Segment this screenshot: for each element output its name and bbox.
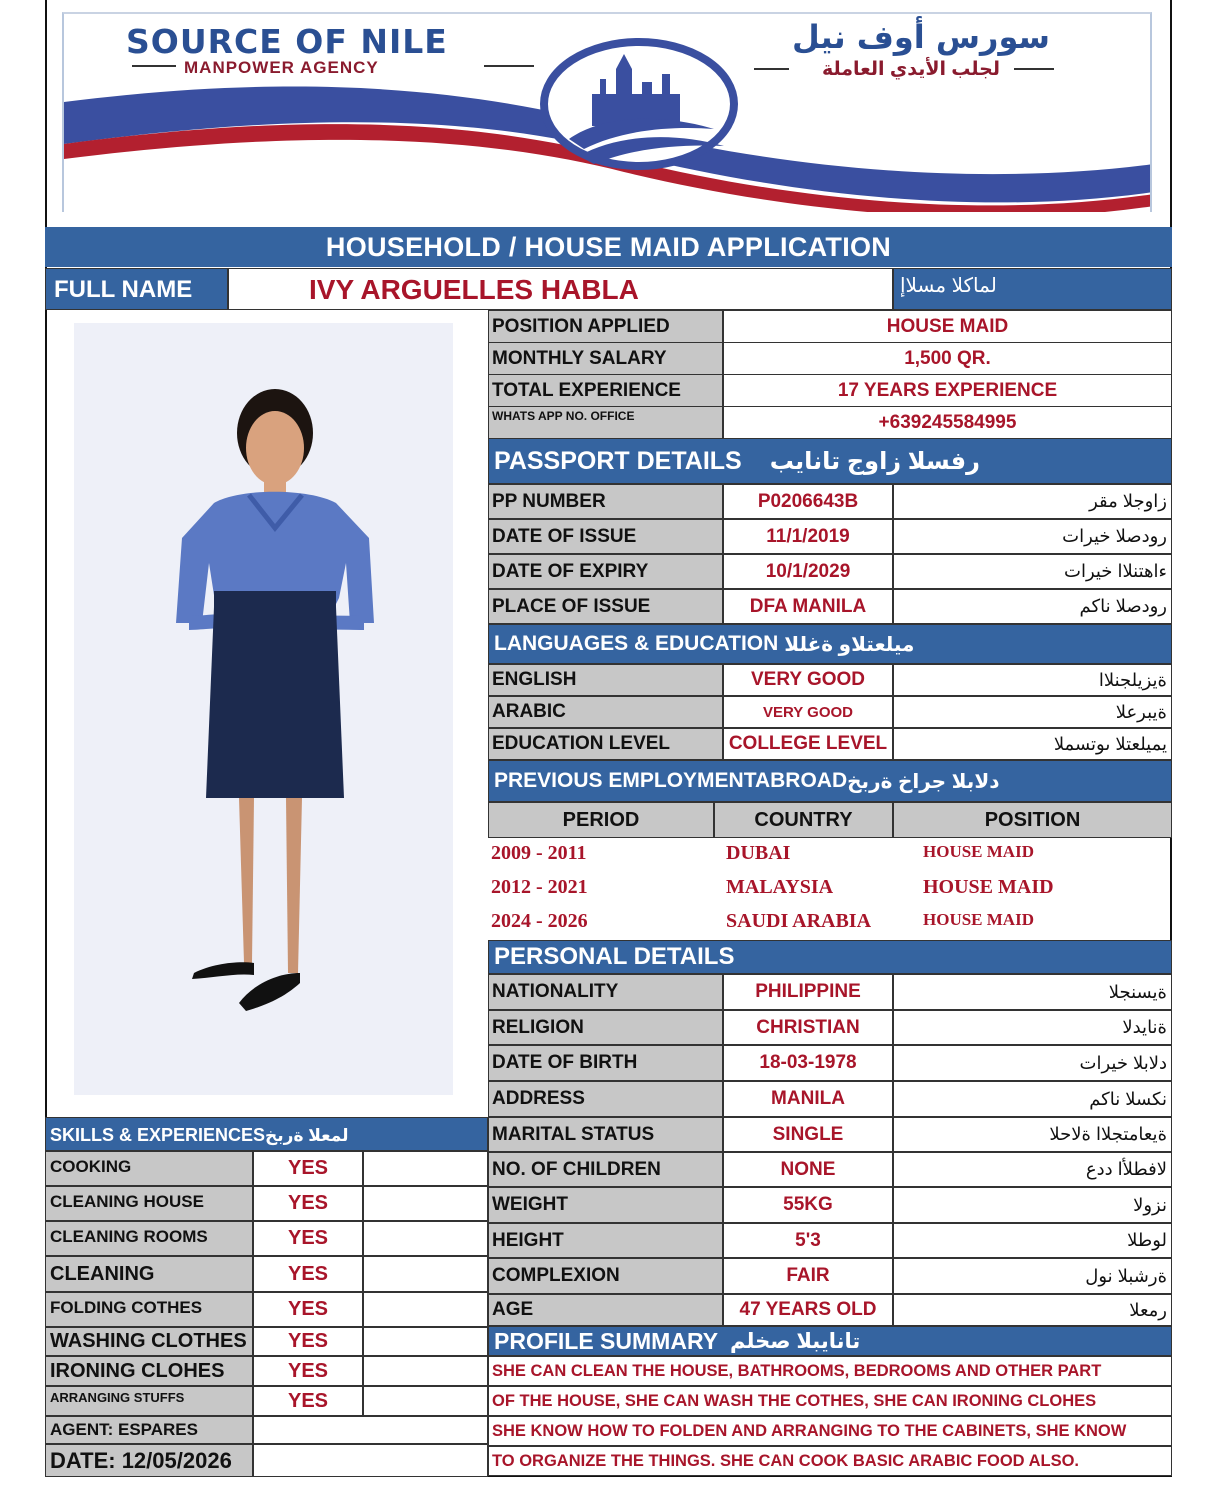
employment-period: 2012 - 2021: [491, 876, 588, 898]
date-blank-cell: [253, 1444, 488, 1477]
personal-row-value: MANILA: [723, 1081, 893, 1117]
personal-row-value: CHRISTIAN: [723, 1010, 893, 1045]
employment-country: SAUDI ARABIA: [726, 910, 872, 932]
profile-summary-line: OF THE HOUSE, SHE CAN WASH THE COTHES, SHE CAN IRONING CLOHES: [488, 1386, 1172, 1416]
passport-row-value: 11/1/2019: [723, 519, 893, 554]
employment-table-header: [488, 802, 1172, 838]
personal-row-label-ar: ةيعامتجلاا ةلاحلا: [893, 1117, 1172, 1152]
skill-row: [45, 1186, 488, 1221]
employment-title: PREVIOUS EMPLOYMENTABROAD: [494, 769, 848, 792]
monthly-salary-label: MONTHLY SALARY: [488, 342, 723, 375]
total-experience-value: 17 YEARS EXPERIENCE: [723, 374, 1172, 407]
personal-row-label-ar: ةنايدلا: [893, 1010, 1172, 1045]
personal-row-value: FAIR: [723, 1258, 893, 1294]
personal-row-label: DATE OF BIRTH: [488, 1045, 723, 1081]
language-row-value: COLLEGE LEVEL: [723, 728, 893, 760]
language-row-value: VERY GOOD: [723, 664, 893, 696]
employment-position: HOUSE MAID: [923, 842, 1034, 861]
personal-row: [488, 1010, 1172, 1045]
language-row-label-ar: ةيبرعلا: [893, 696, 1172, 728]
skill-value: YES: [253, 1256, 363, 1292]
skill-blank-cell: [363, 1151, 488, 1186]
profile-summary-line: SHE KNOW HOW TO FOLDEN AND ARRANGING TO THE CABINETS, SHE KNOW: [488, 1416, 1172, 1446]
language-row: [488, 664, 1172, 696]
agency-name-ar: سورس أوف نيل: [791, 18, 1050, 56]
skill-value: YES: [253, 1356, 363, 1386]
employment-position: HOUSE MAID: [923, 876, 1054, 898]
personal-row-label-ar: دلابلا خيرات: [893, 1045, 1172, 1081]
passport-row-value: DFA MANILA: [723, 589, 893, 624]
personal-row-value: 5'3: [723, 1223, 893, 1258]
skill-label: IRONING CLOHES: [45, 1356, 253, 1386]
language-row-label-ar: يميلعتلا ىوتسملا: [893, 728, 1172, 760]
personal-row-label: MARITAL STATUS: [488, 1117, 723, 1152]
languages-title-ar: ميلعتلاو ةغللا: [784, 633, 915, 656]
profile-title: PROFILE SUMMARY: [494, 1327, 719, 1354]
passport-row-label: DATE OF ISSUE: [488, 519, 723, 554]
personal-row: [488, 1258, 1172, 1294]
personal-row: [488, 1223, 1172, 1258]
personal-row: [488, 1117, 1172, 1152]
employment-period: 2009 - 2011: [491, 842, 587, 864]
personal-row-value: 47 YEARS OLD: [723, 1294, 893, 1326]
passport-row-label-ar: رودصلا ناكم: [893, 589, 1172, 624]
profile-summary-line: SHE CAN CLEAN THE HOUSE, BATHROOMS, BEDROOMS AND OTHER PART: [488, 1356, 1172, 1386]
employment-section-header: [488, 760, 1172, 802]
personal-row-label-ar: ةرشبلا نول: [893, 1258, 1172, 1294]
passport-row: [488, 554, 1172, 589]
agent-row: [45, 1416, 488, 1444]
agency-subtitle-en: MANPOWER AGENCY: [184, 58, 379, 77]
skill-blank-cell: [363, 1292, 488, 1327]
applicant-figure-illustration: [74, 323, 453, 1095]
agency-logo-banner: [62, 12, 1152, 212]
skills-section-header: [45, 1117, 488, 1151]
language-row: [488, 696, 1172, 728]
full-name-label-ar: [893, 268, 1172, 310]
skill-label: CLEANING HOUSE: [45, 1186, 253, 1221]
personal-row: [488, 1081, 1172, 1117]
personal-row-label: ADDRESS: [488, 1081, 723, 1117]
skill-value: YES: [253, 1151, 363, 1186]
agency-name-en: SOURCE OF NILE: [126, 22, 448, 61]
employment-col-country: COUNTRY: [714, 802, 893, 838]
full-name-label: FULL NAME: [45, 268, 228, 310]
employment-title-ar: دلابلا جراخ ةربخ: [847, 770, 1000, 793]
passport-row-label-ar: ءاهتنلاا خيرات: [893, 554, 1172, 589]
personal-row-value: SINGLE: [723, 1117, 893, 1152]
personal-row-value: 18-03-1978: [723, 1045, 893, 1081]
skill-value: YES: [253, 1186, 363, 1221]
employment-period: 2024 - 2026: [491, 910, 588, 932]
date-row: [45, 1444, 488, 1477]
skill-label: ARRANGING STUFFS: [45, 1386, 253, 1416]
passport-row-value: 10/1/2029: [723, 554, 893, 589]
personal-row-label-ar: رمعلا: [893, 1294, 1172, 1326]
skill-blank-cell: [363, 1356, 488, 1386]
skill-value: YES: [253, 1386, 363, 1416]
skill-row: [45, 1256, 488, 1292]
skill-label: CLEANING: [45, 1256, 253, 1292]
profile-title-ar: تانايبلا صخلم: [730, 1329, 861, 1353]
passport-row-value: P0206643B: [723, 484, 893, 519]
applicant-photo: [74, 323, 453, 1095]
personal-section-header: PERSONAL DETAILS: [488, 940, 1172, 974]
personal-row: [488, 1187, 1172, 1223]
info-row-monthly-salary: [488, 342, 1172, 375]
employment-col-period: PERIOD: [488, 802, 714, 838]
skill-label: CLEANING ROOMS: [45, 1221, 253, 1256]
employment-row: [488, 872, 1172, 906]
personal-row-label: NATIONALITY: [488, 974, 723, 1010]
passport-row-label-ar: زاوجلا مقر: [893, 484, 1172, 519]
skill-value: YES: [253, 1221, 363, 1256]
personal-row-label-ar: ةيسنجلا: [893, 974, 1172, 1010]
passport-section-header: [488, 438, 1172, 484]
form-date: DATE: 12/05/2026: [45, 1444, 253, 1477]
language-row: [488, 728, 1172, 760]
employment-col-position: POSITION: [893, 802, 1172, 838]
personal-row: [488, 974, 1172, 1010]
passport-title: PASSPORT DETAILS: [494, 446, 742, 475]
whatsapp-label: WHATS APP NO. OFFICE: [488, 406, 723, 439]
languages-title: LANGUAGES & EDUCATION: [494, 632, 779, 655]
skill-row: [45, 1386, 488, 1416]
passport-row-label: PLACE OF ISSUE: [488, 589, 723, 624]
skill-row: [45, 1292, 488, 1327]
skill-label: FOLDING COTHES: [45, 1292, 253, 1327]
passport-row-label-ar: رودصلا خيرات: [893, 519, 1172, 554]
agent-blank-cell: [253, 1416, 488, 1444]
personal-row-label-ar: نزولا: [893, 1187, 1172, 1223]
passport-row: [488, 484, 1172, 519]
personal-row: [488, 1294, 1172, 1326]
full-name-label-ar-text: لماكلا مسلاإ: [900, 275, 997, 297]
personal-row-label-ar: لوطلا: [893, 1223, 1172, 1258]
skill-blank-cell: [363, 1256, 488, 1292]
skill-blank-cell: [363, 1186, 488, 1221]
agent-label: AGENT: ESPARES: [45, 1416, 253, 1444]
personal-row-label: HEIGHT: [488, 1223, 723, 1258]
passport-row-label: PP NUMBER: [488, 484, 723, 519]
personal-row-value: PHILIPPINE: [723, 974, 893, 1010]
personal-row-label: WEIGHT: [488, 1187, 723, 1223]
employment-country: DUBAI: [726, 842, 791, 864]
skill-label: WASHING CLOTHES: [45, 1327, 253, 1356]
skill-blank-cell: [363, 1327, 488, 1356]
skill-row: [45, 1221, 488, 1256]
info-row-position-applied: [488, 310, 1172, 343]
employment-country: MALAYSIA: [726, 876, 834, 898]
employment-row: [488, 906, 1172, 940]
languages-section-header: [488, 624, 1172, 664]
position-applied-value: HOUSE MAID: [723, 310, 1172, 343]
personal-row-label-ar: لافطلأا ددع: [893, 1152, 1172, 1187]
info-row-whatsapp: [488, 406, 1172, 439]
skill-row: [45, 1327, 488, 1356]
passport-title-ar: رفسلا زاوج تانايب: [769, 447, 980, 475]
personal-row-label: RELIGION: [488, 1010, 723, 1045]
language-row-label: ARABIC: [488, 696, 723, 728]
info-row-total-experience: [488, 374, 1172, 407]
personal-row: [488, 1045, 1172, 1081]
personal-row-label: COMPLEXION: [488, 1258, 723, 1294]
personal-row-value: NONE: [723, 1152, 893, 1187]
skill-value: YES: [253, 1327, 363, 1356]
employment-position: HOUSE MAID: [923, 910, 1034, 929]
passport-row: [488, 589, 1172, 624]
skill-value: YES: [253, 1292, 363, 1327]
skills-title-ar: لمعلا ةربخ: [265, 1126, 349, 1145]
position-applied-label: POSITION APPLIED: [488, 310, 723, 343]
skill-row: [45, 1151, 488, 1186]
personal-row-label: NO. OF CHILDREN: [488, 1152, 723, 1187]
personal-row-value: 55KG: [723, 1187, 893, 1223]
passport-row-label: DATE OF EXPIRY: [488, 554, 723, 589]
language-row-label: EDUCATION LEVEL: [488, 728, 723, 760]
profile-summary-line: TO ORGANIZE THE THINGS. SHE CAN COOK BASIC ARABIC FOOD ALSO.: [488, 1446, 1172, 1476]
personal-row-label-ar: نكسلا ناكم: [893, 1081, 1172, 1117]
passport-row: [488, 519, 1172, 554]
whatsapp-value: +639245584995: [723, 406, 1172, 439]
employment-row: [488, 838, 1172, 872]
monthly-salary-value: 1,500 QR.: [723, 342, 1172, 375]
full-name-value: IVY ARGUELLES HABLA: [228, 268, 893, 310]
language-row-label: ENGLISH: [488, 664, 723, 696]
skill-row: [45, 1356, 488, 1386]
personal-row: [488, 1152, 1172, 1187]
skill-blank-cell: [363, 1221, 488, 1256]
agency-subtitle-ar: لجلب الأيدي العاملة: [822, 59, 1000, 80]
language-row-label-ar: ةيزيلجنلاا: [893, 664, 1172, 696]
skill-label: COOKING: [45, 1151, 253, 1186]
application-title: HOUSEHOLD / HOUSE MAID APPLICATION: [45, 227, 1172, 267]
language-row-value: VERY GOOD: [723, 696, 893, 728]
profile-section-header: [488, 1326, 1172, 1356]
total-experience-label: TOTAL EXPERIENCE: [488, 374, 723, 407]
personal-row-label: AGE: [488, 1294, 723, 1326]
skills-title: SKILLS & EXPERIENCES: [50, 1125, 266, 1145]
skill-blank-cell: [363, 1386, 488, 1416]
